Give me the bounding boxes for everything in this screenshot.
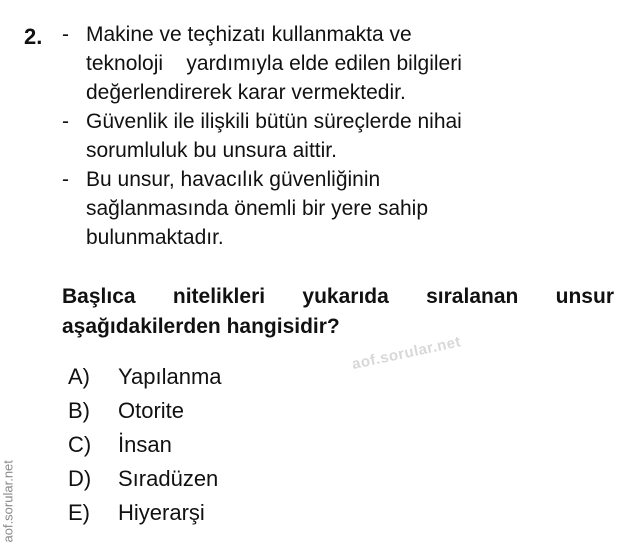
bullet-text bbox=[86, 107, 462, 165]
bullet-line: bulunmaktadır. bbox=[86, 226, 224, 249]
option-e[interactable] bbox=[68, 496, 222, 530]
bullet-dash: - bbox=[62, 168, 69, 191]
option-d[interactable] bbox=[68, 462, 222, 496]
bullet-dash: - bbox=[62, 110, 69, 133]
option-text: İnsan bbox=[118, 432, 172, 457]
question-number: 2. bbox=[24, 24, 43, 49]
option-text: Otorite bbox=[118, 398, 185, 423]
option-b[interactable] bbox=[68, 394, 222, 428]
option-letter: B) bbox=[68, 398, 90, 423]
option-a[interactable] bbox=[68, 360, 222, 394]
bullet-line: sağlanmasında önemli bir yere sahip bbox=[86, 197, 429, 220]
option-c[interactable] bbox=[68, 428, 222, 462]
bullet-dash: - bbox=[62, 23, 69, 46]
bullet-line: değerlendirerek karar vermektedir. bbox=[86, 81, 406, 104]
watermark-center: aof.sorular.net bbox=[350, 333, 463, 373]
bullet-item bbox=[62, 107, 622, 165]
option-letter: A) bbox=[68, 364, 90, 389]
answer-options bbox=[68, 360, 222, 530]
stem-line: aşağıdakilerden hangisidir? bbox=[62, 315, 340, 338]
question-bullets bbox=[62, 20, 622, 252]
option-text: Yapılanma bbox=[118, 364, 222, 389]
bullet-item bbox=[62, 165, 622, 252]
bullet-item bbox=[62, 20, 622, 107]
bullet-line: teknoloji yardımıyla elde edilen bilgileri bbox=[86, 52, 462, 75]
option-letter: C) bbox=[68, 432, 92, 457]
question-stem bbox=[62, 282, 614, 342]
bullet-line: Güvenlik ile ilişkili bütün süreçlerde nihai bbox=[86, 110, 462, 133]
stem-line: Başlıca nitelikleri yukarıda sıralanan unsur bbox=[62, 285, 614, 308]
option-text: Sıradüzen bbox=[118, 466, 219, 491]
watermark-side: aof.sorular.net bbox=[0, 460, 16, 543]
bullet-line: sorumluluk bu unsura aittir. bbox=[86, 139, 337, 162]
option-text: Hiyerarşi bbox=[118, 500, 205, 525]
bullet-text bbox=[86, 20, 462, 107]
bullet-line: Makine ve teçhizatı kullanmakta ve bbox=[86, 23, 412, 46]
option-letter: D) bbox=[68, 466, 92, 491]
option-letter: E) bbox=[68, 500, 90, 525]
bullet-line: Bu unsur, havacılık güvenliğinin bbox=[86, 168, 381, 191]
bullet-text bbox=[86, 165, 428, 252]
